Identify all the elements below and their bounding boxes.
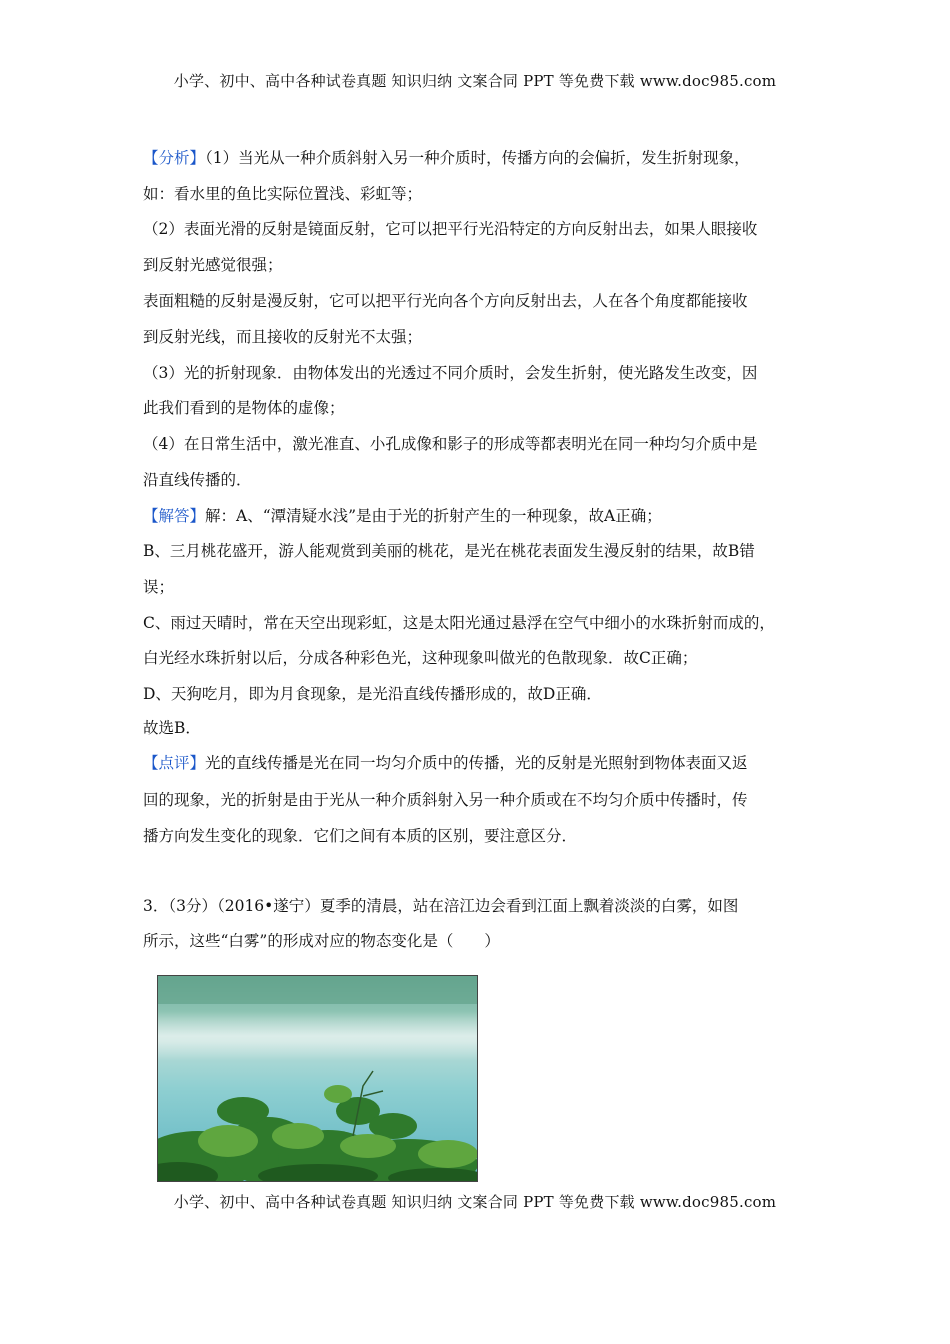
analysis-line-7: （3）光的折射现象．由物体发出的光透过不同介质时，会发生折射，使光路发生改变，因 (143, 364, 758, 382)
analysis-line-10: 沿直线传播的． (143, 471, 252, 489)
analysis-line-6: 到反射光线，而且接收的反射光不太强； (143, 328, 423, 346)
river-fog-photo (157, 975, 478, 1182)
analysis-line-3: （2）表面光滑的反射是镜面反射，它可以把平行光沿特定的方向反射出去，如果人眼接收 (143, 220, 758, 238)
page-footer: 小学、初中、高中各种试卷真题 知识归纳 文案合同 PPT 等免费下载 www.doc985.com (173, 1193, 777, 1211)
answer-line-1 (143, 506, 662, 526)
comment-line-1 (143, 753, 748, 773)
analysis-tag: 【分析】 (143, 149, 206, 167)
analysis-line-1 (143, 148, 750, 168)
analysis-line-5: 表面粗糙的反射是漫反射，它可以把平行光向各个方向反射出去，人在各个角度都能接收 (143, 292, 748, 310)
analysis-line-4: 到反射光感觉很强； (143, 256, 283, 274)
question-line-1: 3．（3分）（2016•遂宁）夏季的清晨，站在涪江边会看到江面上飘着淡淡的白雾，如图 (143, 897, 739, 915)
answer-line-7: 故选B． (143, 719, 201, 737)
comment-line-2: 回的现象，光的折射是由于光从一种介质斜射入另一种介质或在不均匀介质中传播时，传 (143, 791, 748, 809)
analysis-line-2: 如：看水里的鱼比实际位置浅、彩虹等； (143, 185, 423, 203)
answer-line-3: 误； (143, 578, 175, 596)
answer-line-5: 白光经水珠折射以后，分成各种彩色光，这种现象叫做光的色散现象．故C正确； (143, 649, 698, 667)
page-header: 小学、初中、高中各种试卷真题 知识归纳 文案合同 PPT 等免费下载 www.doc985.com (173, 72, 777, 90)
comment-line-3: 播方向发生变化的现象．它们之间有本质的区别，要注意区分． (143, 827, 578, 845)
analysis-line-9: （4）在日常生活中，激光准直、小孔成像和影子的形成等都表明光在同一种均匀介质中是 (143, 435, 758, 453)
question-line-2: 所示，这些“白雾”的形成对应的物态变化是（ ） (143, 932, 500, 950)
answer-text: 解：A、“潭清疑水浅”是由于光的折射产生的一种现象，故A正确； (205, 507, 662, 525)
analysis-text: （1）当光从一种介质斜射入另一种介质时，传播方向的会偏折，发生折射现象， (205, 149, 750, 167)
answer-tag: 【解答】 (143, 507, 206, 525)
answer-line-4: C、雨过天晴时，常在天空出现彩虹，这是太阳光通过悬浮在空气中细小的水珠折射而成的， (143, 614, 775, 632)
answer-line-6: D、天狗吃月，即为月食现象，是光沿直线传播形成的，故D正确． (143, 685, 602, 703)
analysis-line-8: 此我们看到的是物体的虚像； (143, 399, 345, 417)
answer-line-2: B、三月桃花盛开，游人能观赏到美丽的桃花，是光在桃花表面发生漫反射的结果，故B错 (143, 542, 755, 560)
river-fog-image (158, 976, 477, 1181)
comment-text: 光的直线传播是光在同一均匀介质中的传播，光的反射是光照射到物体表面又返 (205, 754, 748, 772)
comment-tag: 【点评】 (143, 754, 206, 772)
